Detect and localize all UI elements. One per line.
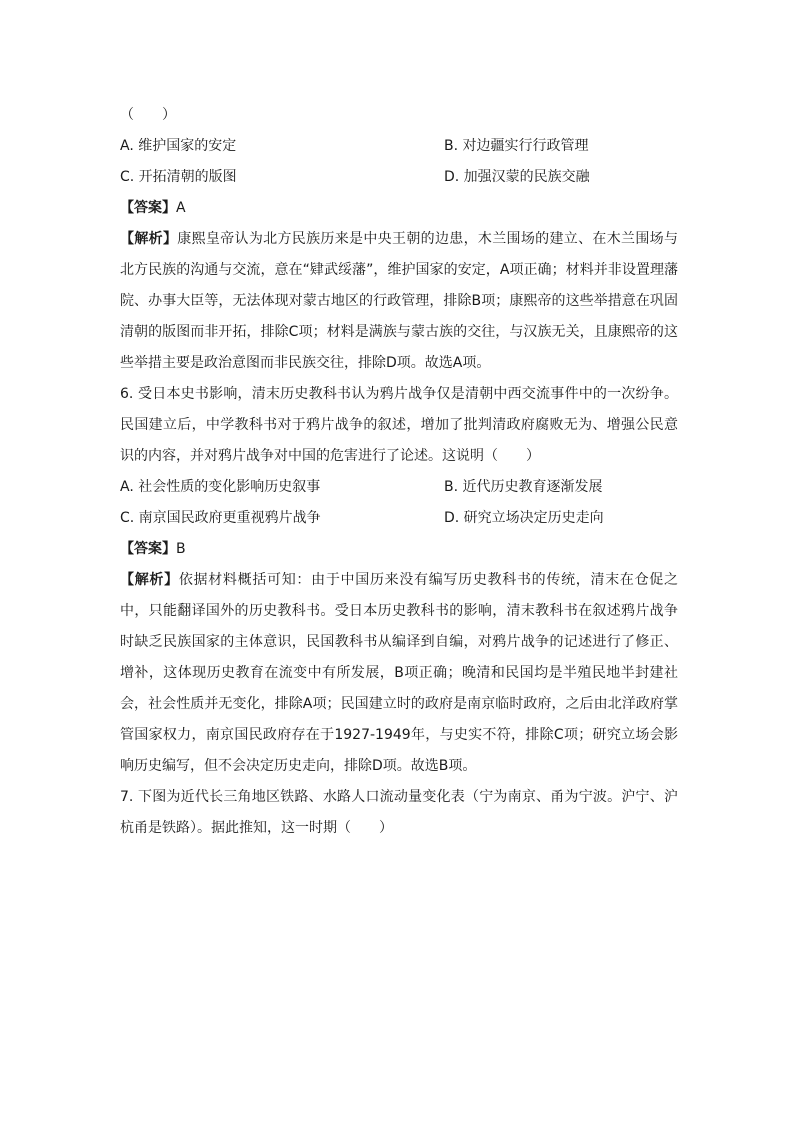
- q5-options-row-1: [120, 131, 678, 162]
- q5-option-b: B. 对边疆实行行政管理: [444, 138, 589, 154]
- document-page: [120, 100, 678, 844]
- q5-analysis-label: 【解析】: [120, 231, 178, 247]
- q5-analysis: [120, 224, 678, 379]
- q5-option-d: D. 加强汉蒙的民族交融: [444, 169, 590, 185]
- q6-option-b: B. 近代历史教育逐渐发展: [444, 479, 603, 495]
- q6-analysis-label: 【解析】: [120, 572, 179, 588]
- q5-answer: [120, 193, 678, 224]
- q5-option-a: A. 维护国家的安定: [120, 138, 237, 154]
- q7-stem: 7. 下图为近代长三角地区铁路、水路人口流动量变化表（宁为南京、甬为宁波。沪宁、沪杭甬是铁路）。据此推知，这一时期（ ）: [120, 789, 678, 836]
- q5-analysis-text: 康熙皇帝认为北方民族历来是中央王朝的边患，木兰围场的建立、在木兰围场与北方民族的沟通与交流，意在“肄武绥藩”，维护国家的安定，A项正确；材料并非设置理藩院、办事大臣等，无法体现对蒙古地区的行政管理，排除B项；康熙帝的这些举措意在巩固清朝的版图而非开拓，排除C项；材料是满族与蒙古族的交往，与汉族无关，且康熙帝的这些举措主要是政治意图而非民族交往，排除D项。故选A项。: [120, 231, 679, 371]
- q6-answer-label: 【答案】: [120, 541, 176, 557]
- q6-answer: [120, 534, 678, 565]
- q6-option-d: D. 研究立场决定历史走向: [444, 510, 604, 526]
- q6-options-row-2: [120, 503, 678, 534]
- q5-stem-tail: （ ）: [120, 107, 176, 123]
- q6-analysis: [120, 565, 678, 782]
- q5-answer-label: 【答案】: [120, 200, 176, 216]
- q6-answer-value: B: [176, 541, 186, 557]
- q6-stem: 6. 受日本史书影响，清末历史教科书认为鸦片战争仅是清朝中西交流事件中的一次纷争。民国建立后，中学教科书对于鸦片战争的叙述，增加了批判清政府腐败无为、增强公民意识的内容，并对鸦片战争对中国的危害进行了论述。这说明（ ）: [120, 386, 678, 464]
- q5-options-row-2: [120, 162, 678, 193]
- q5-option-c: C. 开拓清朝的版图: [120, 169, 237, 185]
- q6-option-a: A. 社会性质的变化影响历史叙事: [120, 479, 321, 495]
- q6-options-row-1: [120, 472, 678, 503]
- q6-analysis-text: 依据材料概括可知：由于中国历来没有编写历史教科书的传统，清末在仓促之中，只能翻译国外的历史教科书。受日本历史教科书的影响，清末教科书在叙述鸦片战争时缺乏民族国家的主体意识，民国教科书从编译到自编，对鸦片战争的记述进行了修正、增补，这体现历史教育在流变中有所发展，B项正确；晚清和民国均是半殖民地半封建社会，社会性质并无变化，排除A项；民国建立时的政府是南京临时政府，之后由北洋政府掌管国家权力，南京国民政府存在于1927-1949年，与史实不符，排除C项；研究立场会影响历史编写，但不会决定历史走向，排除D项。故选B项。: [120, 572, 678, 774]
- q5-answer-value: A: [176, 200, 186, 216]
- q6-option-c: C. 南京国民政府更重视鸦片战争: [120, 510, 321, 526]
